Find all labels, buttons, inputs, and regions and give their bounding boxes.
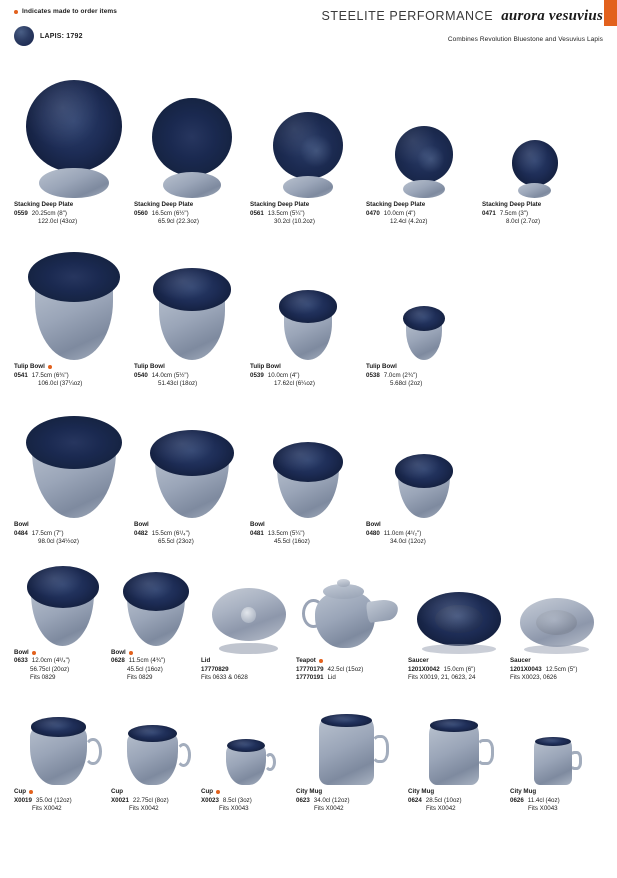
collection-subtitle: Combines Revolution Bluestone and Vesuvius Lapis (447, 36, 603, 43)
product-code: 0561 (250, 209, 264, 217)
product-cell[interactable] (14, 554, 111, 682)
product-fits: Fits X0042 (426, 804, 456, 812)
product-fits: Fits X0042 (129, 804, 159, 812)
product-base (283, 176, 333, 198)
product-row-stacking-deep-plates (14, 56, 603, 226)
product-caption (366, 521, 482, 546)
product-cell[interactable] (366, 242, 482, 388)
product-caption (510, 788, 603, 813)
product-size: 15.0cm (6") (443, 665, 476, 673)
product-caption (134, 201, 250, 226)
made-to-order-dot-icon (129, 651, 133, 655)
made-to-order-text: Indicates made to order items (22, 8, 118, 15)
collection-name: aurora vesuvius (501, 8, 603, 24)
product-cell[interactable] (14, 242, 134, 388)
product-name: Bowl (366, 521, 381, 529)
product-capacity: 98.0cl (34½oz) (38, 537, 79, 545)
product-name: Stacking Deep Plate (250, 201, 310, 209)
product-image-0623 (319, 717, 374, 785)
product-size: 10.0cm (4") (383, 209, 416, 217)
product-name: Stacking Deep Plate (134, 201, 194, 209)
product-size: 11.0cm (4¹/₂") (383, 529, 422, 537)
product-name: Cup (201, 788, 214, 796)
product-cell[interactable] (14, 404, 134, 546)
product-cell[interactable] (134, 242, 250, 388)
product-code-lid: 17770191 (296, 673, 324, 681)
made-to-order-dot-icon (319, 659, 323, 663)
product-code: 0480 (366, 529, 380, 537)
product-shadow (422, 644, 496, 654)
product-cell[interactable] (510, 562, 603, 682)
made-to-order-dot-icon (216, 790, 220, 794)
product-capacity: 65.9cl (22.3oz) (158, 217, 199, 225)
product-name: Teapot (296, 657, 316, 665)
made-to-order-dot-icon (14, 10, 18, 14)
made-to-order-dot-icon (48, 365, 52, 369)
product-code: 0559 (14, 209, 28, 217)
product-code: 0624 (408, 796, 422, 804)
page-header (0, 0, 617, 56)
made-to-order-dot-icon (29, 790, 33, 794)
product-cell[interactable] (14, 697, 111, 813)
product-image-0540 (153, 268, 231, 310)
product-caption (482, 201, 587, 226)
product-size: 11.5cm (4¾") (128, 657, 166, 665)
product-size: 11.4cl (4oz) (527, 796, 560, 804)
product-code: 0538 (366, 371, 380, 379)
product-name: Stacking Deep Plate (482, 201, 542, 209)
product-name: Saucer (408, 657, 429, 665)
product-code: 0540 (134, 371, 148, 379)
product-size: 28.5cl (10oz) (425, 796, 462, 804)
product-row-bowls (14, 394, 603, 546)
product-image-0470 (395, 126, 453, 182)
cup-interior (31, 717, 86, 736)
product-fits: Fits 0829 (30, 673, 56, 681)
product-caption (296, 657, 408, 682)
product-name: Tulip Bowl (366, 363, 397, 371)
product-image-0628 (123, 572, 189, 610)
product-fits: Fits X0042 (32, 804, 62, 812)
product-fits: Fits 0829 (127, 673, 153, 681)
product-size: 13.5cm (5¼") (267, 529, 305, 537)
product-grid (0, 56, 617, 813)
product-image-0482 (150, 430, 234, 476)
product-fits: Fits X0043 (219, 804, 249, 812)
product-capacity: 65.5cl (23oz) (158, 537, 194, 545)
product-caption (14, 649, 111, 682)
product-size: 14.0cm (5½") (151, 371, 189, 379)
product-caption (296, 788, 408, 813)
product-capacity: 5.68cl (2oz) (390, 379, 423, 387)
product-caption (408, 788, 510, 813)
product-cell[interactable] (134, 70, 250, 226)
product-size: 20.25cm (8") (31, 209, 67, 217)
product-size: 12.0cm (4³/₄") (31, 657, 70, 665)
product-caption (366, 201, 482, 226)
product-cell[interactable] (296, 562, 408, 682)
cup-interior (128, 725, 177, 742)
product-name: Stacking Deep Plate (366, 201, 426, 209)
product-caption (250, 521, 366, 546)
product-code: 17770829 (201, 665, 229, 673)
product-name: Bowl (111, 649, 126, 657)
product-caption (134, 363, 250, 388)
product-caption (201, 788, 296, 813)
product-capacity: 30.2cl (10.2oz) (274, 217, 315, 225)
brand-block (321, 8, 603, 43)
product-size: 7.0cm (2¾") (383, 371, 418, 379)
product-size: 13.5cm (5¼") (267, 209, 305, 217)
product-cell[interactable] (408, 697, 510, 813)
product-image-0624 (429, 723, 479, 786)
product-capacity: 34.0cl (12oz) (390, 537, 426, 545)
product-code: 0482 (134, 529, 148, 537)
product-size: 10.0cm (4") (267, 371, 300, 379)
product-name: Tulip Bowl (134, 363, 165, 371)
product-capacity: 45.5cl (16oz) (274, 537, 310, 545)
product-name: Tulip Bowl (250, 363, 281, 371)
product-caption (366, 363, 482, 388)
product-capacity: 12.4cl (4.2oz) (390, 217, 428, 225)
product-image-0481 (273, 442, 343, 482)
product-caption (111, 649, 201, 682)
product-image-17770179 (315, 590, 375, 647)
product-caption (14, 521, 134, 546)
teapot-knob (337, 579, 349, 587)
product-name: Bowl (250, 521, 265, 529)
product-code: 0626 (510, 796, 524, 804)
product-code: 0484 (14, 529, 28, 537)
product-caption (14, 201, 134, 226)
product-name: Bowl (14, 649, 29, 657)
product-code: 0541 (14, 371, 28, 379)
product-caption (14, 788, 111, 813)
mug-interior (430, 719, 478, 731)
product-cell[interactable] (482, 70, 587, 226)
product-name: Tulip Bowl (14, 363, 45, 371)
mug-interior (321, 714, 372, 727)
product-name: Bowl (134, 521, 149, 529)
color-label: LAPIS: 1792 (40, 32, 83, 40)
product-cell[interactable] (510, 697, 603, 813)
product-image-0559 (26, 80, 122, 172)
product-fits: Fits X0043 (528, 804, 558, 812)
product-size: 7.5cm (3") (499, 209, 529, 217)
product-size: 15.5cm (6¹/₄") (151, 529, 190, 537)
product-name: Cup (111, 788, 124, 796)
product-name: Saucer (510, 657, 531, 665)
product-name: Stacking Deep Plate (14, 201, 74, 209)
product-cell[interactable] (201, 697, 296, 813)
product-cell[interactable] (366, 404, 482, 546)
product-cell[interactable] (111, 554, 201, 682)
product-caption (250, 363, 366, 388)
product-row-cups-mugs (14, 688, 603, 813)
product-code: 0623 (296, 796, 310, 804)
page-corner-tab (604, 0, 617, 26)
product-size: 42.5cl (15oz) (327, 665, 364, 673)
product-code: 0628 (111, 657, 125, 665)
product-fits: Fits 0633 & 0628 (201, 673, 248, 681)
product-caption (111, 788, 201, 813)
product-code: 0471 (482, 209, 496, 217)
made-to-order-dot-icon (32, 651, 36, 655)
product-image-0561 (273, 112, 343, 179)
product-capacity: 45.5cl (16oz) (127, 665, 163, 673)
product-image-0539 (279, 290, 337, 322)
product-base (163, 172, 221, 198)
product-code: X0021 (111, 796, 129, 804)
product-name: Lid (201, 657, 211, 665)
product-size: 17.5cm (7") (31, 529, 64, 537)
product-capacity: 56.75cl (20oz) (30, 665, 70, 673)
product-name: Cup (14, 788, 27, 796)
product-image-0541 (28, 252, 120, 302)
product-name: City Mug (296, 788, 323, 796)
lapis-color-swatch-icon (14, 26, 34, 46)
product-capacity: 122.0cl (43oz) (38, 217, 78, 225)
product-fits: Fits X0019, 21, 0623, 24 (408, 673, 476, 681)
product-image-0626 (534, 739, 572, 785)
product-name: Bowl (14, 521, 29, 529)
product-code: 0539 (250, 371, 264, 379)
product-caption (14, 363, 134, 388)
product-capacity: Lid (327, 673, 336, 681)
product-cell[interactable] (408, 562, 510, 682)
product-base (403, 180, 445, 199)
lid-knob (241, 607, 256, 623)
product-code: X0019 (14, 796, 32, 804)
product-fits: Fits X0023, 0626 (510, 673, 557, 681)
product-size: 12.5cm (5") (545, 665, 578, 673)
product-image-0471 (512, 140, 558, 185)
product-capacity: 17.62cl (6¼oz) (274, 379, 315, 387)
product-shadow (524, 645, 589, 654)
product-image-0633 (27, 566, 99, 608)
product-cell[interactable] (250, 242, 366, 388)
product-name: City Mug (510, 788, 537, 796)
product-capacity: 8.0cl (2.7oz) (506, 217, 541, 225)
product-cell[interactable] (14, 70, 134, 226)
product-code: 1201X0043 (510, 665, 542, 673)
product-image-0560 (152, 98, 232, 176)
product-image-0480 (395, 454, 453, 487)
product-cell[interactable] (250, 70, 366, 226)
teapot-spout (365, 598, 399, 623)
product-capacity: 106.0cl (37¼oz) (38, 379, 83, 387)
product-code: 17770179 (296, 665, 324, 673)
product-cell[interactable] (250, 404, 366, 546)
product-caption (408, 657, 510, 682)
product-cell[interactable] (201, 562, 296, 682)
product-size: 16.5cm (6½") (151, 209, 189, 217)
product-base (39, 168, 108, 199)
product-caption (250, 201, 366, 226)
product-caption (510, 657, 603, 682)
product-code: X0023 (201, 796, 219, 804)
product-size: 17.5cm (6¾") (31, 371, 69, 379)
product-shadow (219, 643, 278, 655)
product-code: 0481 (250, 529, 264, 537)
saucer-well (435, 605, 482, 634)
product-caption (134, 521, 250, 546)
product-cell[interactable] (296, 697, 408, 813)
product-size: 35.0cl (12oz) (35, 796, 72, 804)
mug-interior (535, 737, 571, 746)
product-row-lid-teapot-saucers (14, 552, 603, 682)
product-caption (201, 657, 296, 682)
product-size: 8.5cl (3oz) (222, 796, 252, 804)
product-row-tulip-bowls (14, 232, 603, 388)
product-code: 1201X0042 (408, 665, 440, 673)
brand-name: STEELITE PERFORMANCE (321, 9, 494, 23)
product-code: 0633 (14, 657, 28, 665)
product-cell[interactable] (134, 404, 250, 546)
product-code: 0470 (366, 209, 380, 217)
product-name: City Mug (408, 788, 435, 796)
product-fits: Fits X0042 (314, 804, 344, 812)
product-code: 0560 (134, 209, 148, 217)
product-base (518, 183, 551, 198)
product-cell[interactable] (366, 70, 482, 226)
product-capacity: 51.43cl (18oz) (158, 379, 198, 387)
product-size: 22.75cl (8oz) (132, 796, 169, 804)
product-size: 34.0cl (12oz) (313, 796, 350, 804)
product-cell[interactable] (111, 697, 201, 813)
